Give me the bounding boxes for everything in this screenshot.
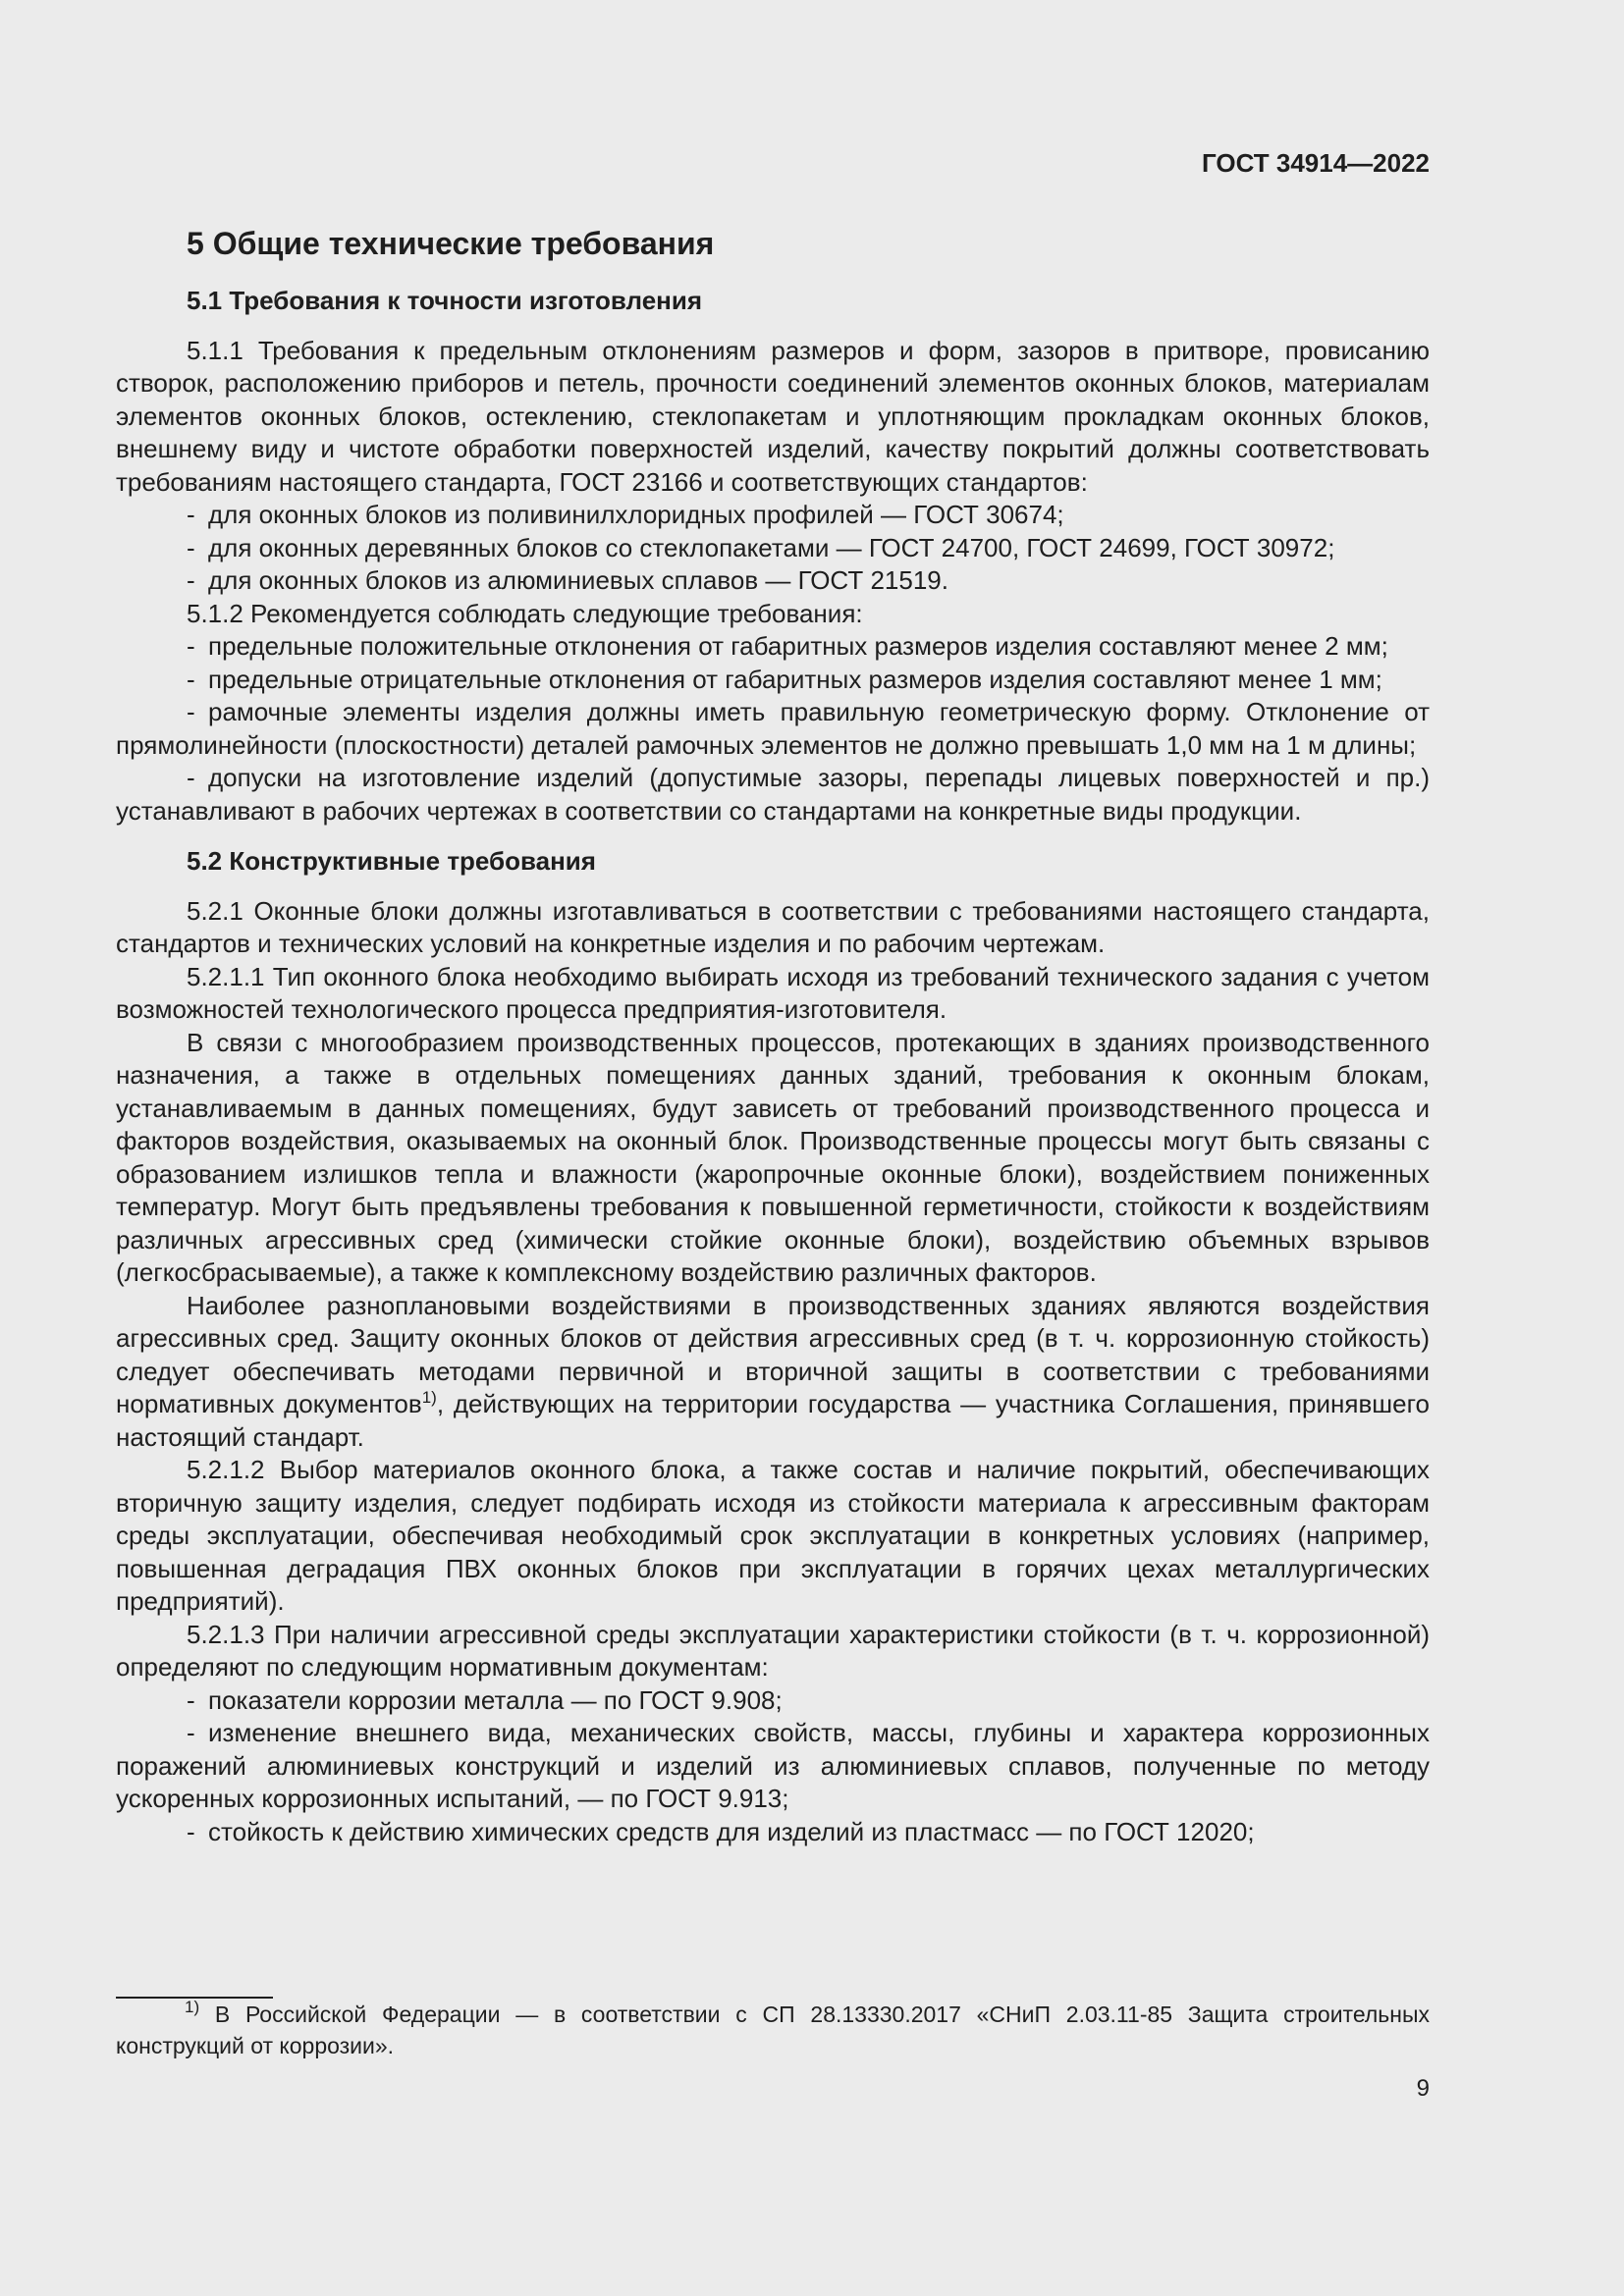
list-item: - предельные отрицательные отклонения от габаритных размеров изделия составляют менее 1 мм; — [116, 664, 1430, 697]
list-dash: - — [187, 664, 195, 694]
list-item: - для оконных деревянных блоков со стеклопакетами — ГОСТ 24700, ГОСТ 24699, ГОСТ 30972; — [116, 532, 1430, 565]
list-item: - изменение внешнего вида, механических свойств, массы, глубины и характера коррозионных поражений алюминиевых конструкций и изделий из алюминиевых сплавов, полученные по методу ускоренных коррозионных испытаний, — по ГОСТ 9.913; — [116, 1718, 1430, 1813]
list-dash: - — [187, 631, 195, 661]
list-dash: - — [187, 532, 195, 562]
list-item: - стойкость к действию химических средств для изделий из пластмасс — по ГОСТ 12020; — [116, 1816, 1430, 1849]
list-item: - рамочные элементы изделия должны иметь правильную геометрическую форму. Отклонение от прямолинейности (плоскостности) деталей рамочных элементов не должно превышать 1,0 мм на 1 м длины; — [116, 697, 1430, 760]
list-dash: - — [187, 763, 195, 792]
list-item: - для оконных блоков из поливинилхлоридных профилей — ГОСТ 30674; — [116, 499, 1430, 532]
footnote — [116, 1999, 1430, 2061]
paragraph-5-1-1: 5.1.1 Требования к предельным отклонениям размеров и форм, зазоров в притворе, провисанию створок, расположению приборов и петель, прочности соединений элементов оконных блоков, материалам элементов оконных блоков, остеклению, стеклопакетам и уплотняющим прокладкам оконных блоков, внешнему виду и чистоте обработки поверхностей изделий, качеству покрытий должны соответствовать требованиям настоящего стандарта, ГОСТ 23166 и соответствующих стандартов: — [116, 335, 1430, 497]
paragraph-aggressive-media: Наиболее разноплановыми воздействиями в производственных зданиях являются воздействия агрессивных сред. Защиту оконных блоков от действия агрессивных сред (в т. ч. коррозионную стойкость) следует обеспечивать методами первичной и вторичной защиты в соответствии с требованиями нормативных документов$^{1)}$, действующих на территории государства — участника Соглашения, принявшего настоящий стандарт. — [116, 1290, 1430, 1452]
subsection-title-5-2: 5.2 Конструктивные требования — [187, 846, 596, 876]
list-item: - показатели коррозии металла — по ГОСТ 9.908; — [116, 1684, 1430, 1718]
page-content — [116, 224, 1430, 1848]
paragraph-5-1-2: 5.1.2 Рекомендуется соблюдать следующие требования: — [187, 598, 863, 628]
list-item: - допуски на изготовление изделий (допустимые зазоры, перепады лицевых поверхностей и пр.) устанавливают в рабочих чертежах в соответствии со стандартами на конкретные виды продукции. — [116, 763, 1430, 826]
footnote-text: В Российской Федерации — в соответствии с СП 28.13330.2017 «СНиП 2.03.11-85 Защита строительных конструкций от коррозии». — [116, 2002, 1430, 2058]
footnote-mark: 1) — [185, 1998, 200, 2016]
footnote-reference: 1) — [421, 1388, 437, 1407]
paragraph-5-2-1-3: 5.2.1.3 При наличии агрессивной среды эксплуатации характеристики стойкости (в т. ч. коррозионной) определяют по следующим нормативным документам: — [116, 1619, 1430, 1682]
list-dash: - — [187, 565, 195, 595]
subsection-title-5-1: 5.1 Требования к точности изготовления — [187, 286, 703, 315]
section-title: 5 Общие технические требования — [187, 226, 715, 261]
list-dash: - — [187, 1684, 195, 1715]
list-dash: - — [187, 500, 195, 529]
paragraph-5-2-1-1: 5.2.1.1 Тип оконного блока необходимо выбирать исходя из требований технического задания с учетом возможностей технологического процесса предприятия-изготовителя. — [116, 961, 1430, 1024]
list-dash: - — [187, 1718, 195, 1747]
list-dash: - — [187, 697, 195, 726]
list-dash: - — [187, 1816, 195, 1846]
list-item: - предельные положительные отклонения от габаритных размеров изделия составляют менее 2 мм; — [116, 630, 1430, 664]
paragraph-5-2-1: 5.2.1 Оконные блоки должны изготавливаться в соответствии с требованиями настоящего стандарта, стандартов и технических условий на конкретные изделия и по рабочим чертежам. — [116, 895, 1430, 958]
page-number: 9 — [1416, 2075, 1430, 2102]
paragraph-production-processes: В связи с многообразием производственных процессов, протекающих в зданиях производственного назначения, а также в отдельных помещениях данных зданий, требования к оконным блокам, устанавливаемым в данных помещениях, будут зависеть от требований производственного процесса и факторов воздействия, оказываемых на оконный блок. Производственные процессы могут быть связаны с образованием излишков тепла и влажности (жаропрочные оконные блоки), воздействием пониженных температур. Могут быть предъявлены требования к повышенной герметичности, стойкости к воздействиям различных агрессивных сред (химически стойкие оконные блоки), воздействию объемных взрывов (легкосбрасываемые), а также к комплексному воздействию различных факторов. — [116, 1027, 1430, 1287]
list-item: - для оконных блоков из алюминиевых сплавов — ГОСТ 21519. — [116, 564, 1430, 598]
standard-code: ГОСТ 34914—2022 — [1202, 148, 1430, 178]
paragraph-5-2-1-2: 5.2.1.2 Выбор материалов оконного блока, а также состав и наличие покрытий, обеспечивающих вторичную защиту изделия, следует подбирать исходя из стойкости материала к агрессивным факторам среды эксплуатации, обеспечивая необходимый срок эксплуатации в конкретных условиях (например, повышенная деградация ПВХ оконных блоков при эксплуатации в горячих цехах металлургических предприятий). — [116, 1455, 1430, 1616]
